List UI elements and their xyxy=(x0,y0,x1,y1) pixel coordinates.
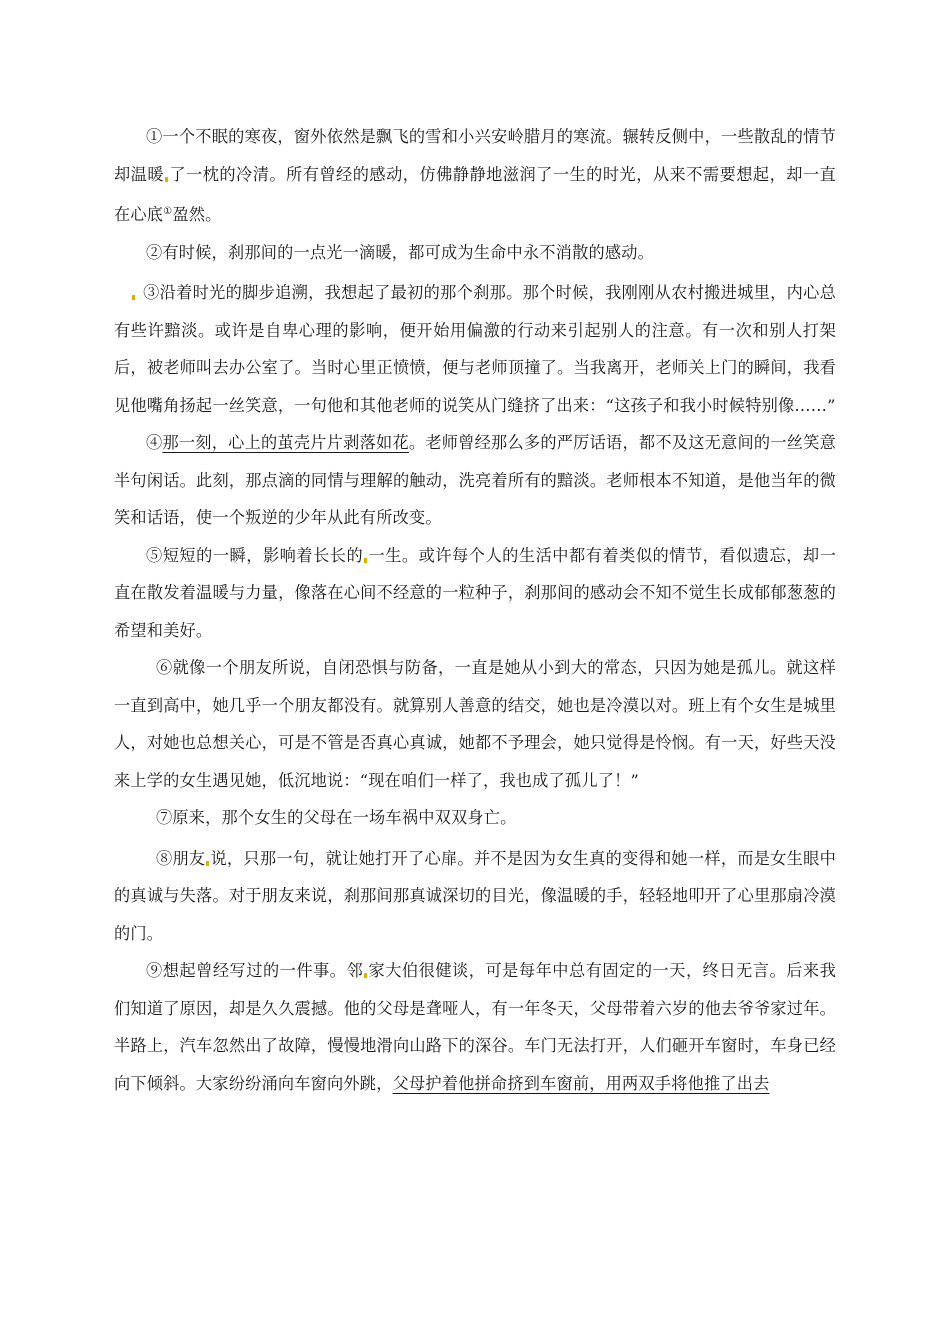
p4-text: 。老师曾经那么多的严厉话语，都不及这无意间的一丝笑意半句闲话。此刻，那点滴的同情与理解的触动，洗亮着所有的黯淡。老师根本不知道，是他当年的微笑和话语，使一个叛逆的少年从此有所改变。 xyxy=(114,433,837,527)
p9-text-a: ⑨想起曾经写过的一件事。邻 xyxy=(146,961,364,980)
paragraph-9 xyxy=(114,952,836,1102)
p4-underlined-sentence: 那一刻，心上的茧壳片片剥落如花 xyxy=(162,433,409,452)
highlight-mark xyxy=(132,295,135,300)
document-page xyxy=(114,118,836,1102)
p9-underlined-sentence: 父母护着他拼命挤到车窗前，用两双手将他推了出去 xyxy=(392,1073,770,1093)
paragraph-1 xyxy=(114,118,836,234)
p3-text: ③沿着时光的脚步追溯，我想起了最初的那个刹那。那个时候，我刚刚从农村搬进城里，内心总有些许黯淡。或许是自卑心理的影响，便开始用偏激的行动来引起别人的注意。有一次和别人打架后，被老师叫去办公室了。当时心里正愤愤，便与老师顶撞了。当我离开，老师关上门的瞬间，我看见他嘴角扬起一丝笑意，一句他和其他老师的说笑从门缝挤了出来：“这孩子和我小时候特别像……” xyxy=(114,283,836,415)
p8-text-a: ⑧朋友 xyxy=(156,848,206,868)
paragraph-6: ⑥就像一个朋友所说，自闭恐惧与防备，一直是她从小到大的常态，只因为她是孤儿。就这样一直到高中，她几乎一个朋友都没有。就算别人善意的结交，她也是冷漠以对。班上有个女生是城里人，对她也总想关心，可是不管是否真心真诚，她都不予理会，她只觉得是怜悯。有一天，好些天没来上学的女生遇见她，低沉地说：“现在咱们一样了，我也成了孤儿了！” xyxy=(114,658,836,790)
p1-text-b: 了一枕的冷清。所有曾经的感动，仿佛静静地滋润了一生的时光，从来不需要想起，却一直在心底 xyxy=(114,164,836,224)
paragraph-8 xyxy=(114,840,836,953)
p9-text-b: 家大伯很健谈，可是每年中总有固定的一天，终日无言。后来我们知道了原因，却是久久震撼。他的父母是聋哑人，有一年冬天，父母带着六岁的他去爷爷家过年。半路上，汽车忽然出了故障，慢慢地滑向山路下的深谷。车门无法打开，人们砸开车窗时，车身已经向下倾斜。大家纷纷涌向车窗向外跳， xyxy=(114,961,836,1093)
highlight-mark xyxy=(165,177,168,182)
p5-text-a: ⑤短短的一瞬，影响着长长的 xyxy=(146,545,364,565)
paragraph-3 xyxy=(114,274,836,424)
highlight-mark xyxy=(364,973,367,978)
p1-text-c: 盈然。 xyxy=(172,205,222,224)
paragraph-7: ⑦原来，那个女生的父母在一场车祸中双双身亡。 xyxy=(156,808,517,827)
p4-num: ④ xyxy=(146,433,163,452)
paragraph-2: ②有时候，刹那间的一点光一滴暖，都可成为生命中永不消散的感动。 xyxy=(146,242,655,262)
highlight-mark xyxy=(364,558,367,563)
p8-text-b: 说，只那一句，就让她打开了心扉。并不是因为女生真的变得和她一样，而是女生眼中的真诚与失落。对于朋友来说，刹那间那真诚深切的目光，像温暖的手，轻轻地叩开了心里那扇冷漠的门。 xyxy=(114,848,836,943)
paragraph-4 xyxy=(114,424,836,537)
p5-text-b: 一生。或许每个人的生活中都有着类似的情节，看似遗忘，却一直在散发着温暖与力量，像落在心间不经意的一粒种子，刹那间的感动会不知不觉生长成郁郁葱葱的希望和美好。 xyxy=(114,545,836,640)
paragraph-5 xyxy=(114,537,836,650)
highlight-mark xyxy=(206,861,209,866)
footnote-marker: ① xyxy=(163,206,173,217)
p1-text-a: ①一个不眠的寒夜，窗外依然是飘飞的雪和小兴安岭腊月的寒流。辗转反侧中，一些散乱的情节却温暖 xyxy=(114,127,836,184)
